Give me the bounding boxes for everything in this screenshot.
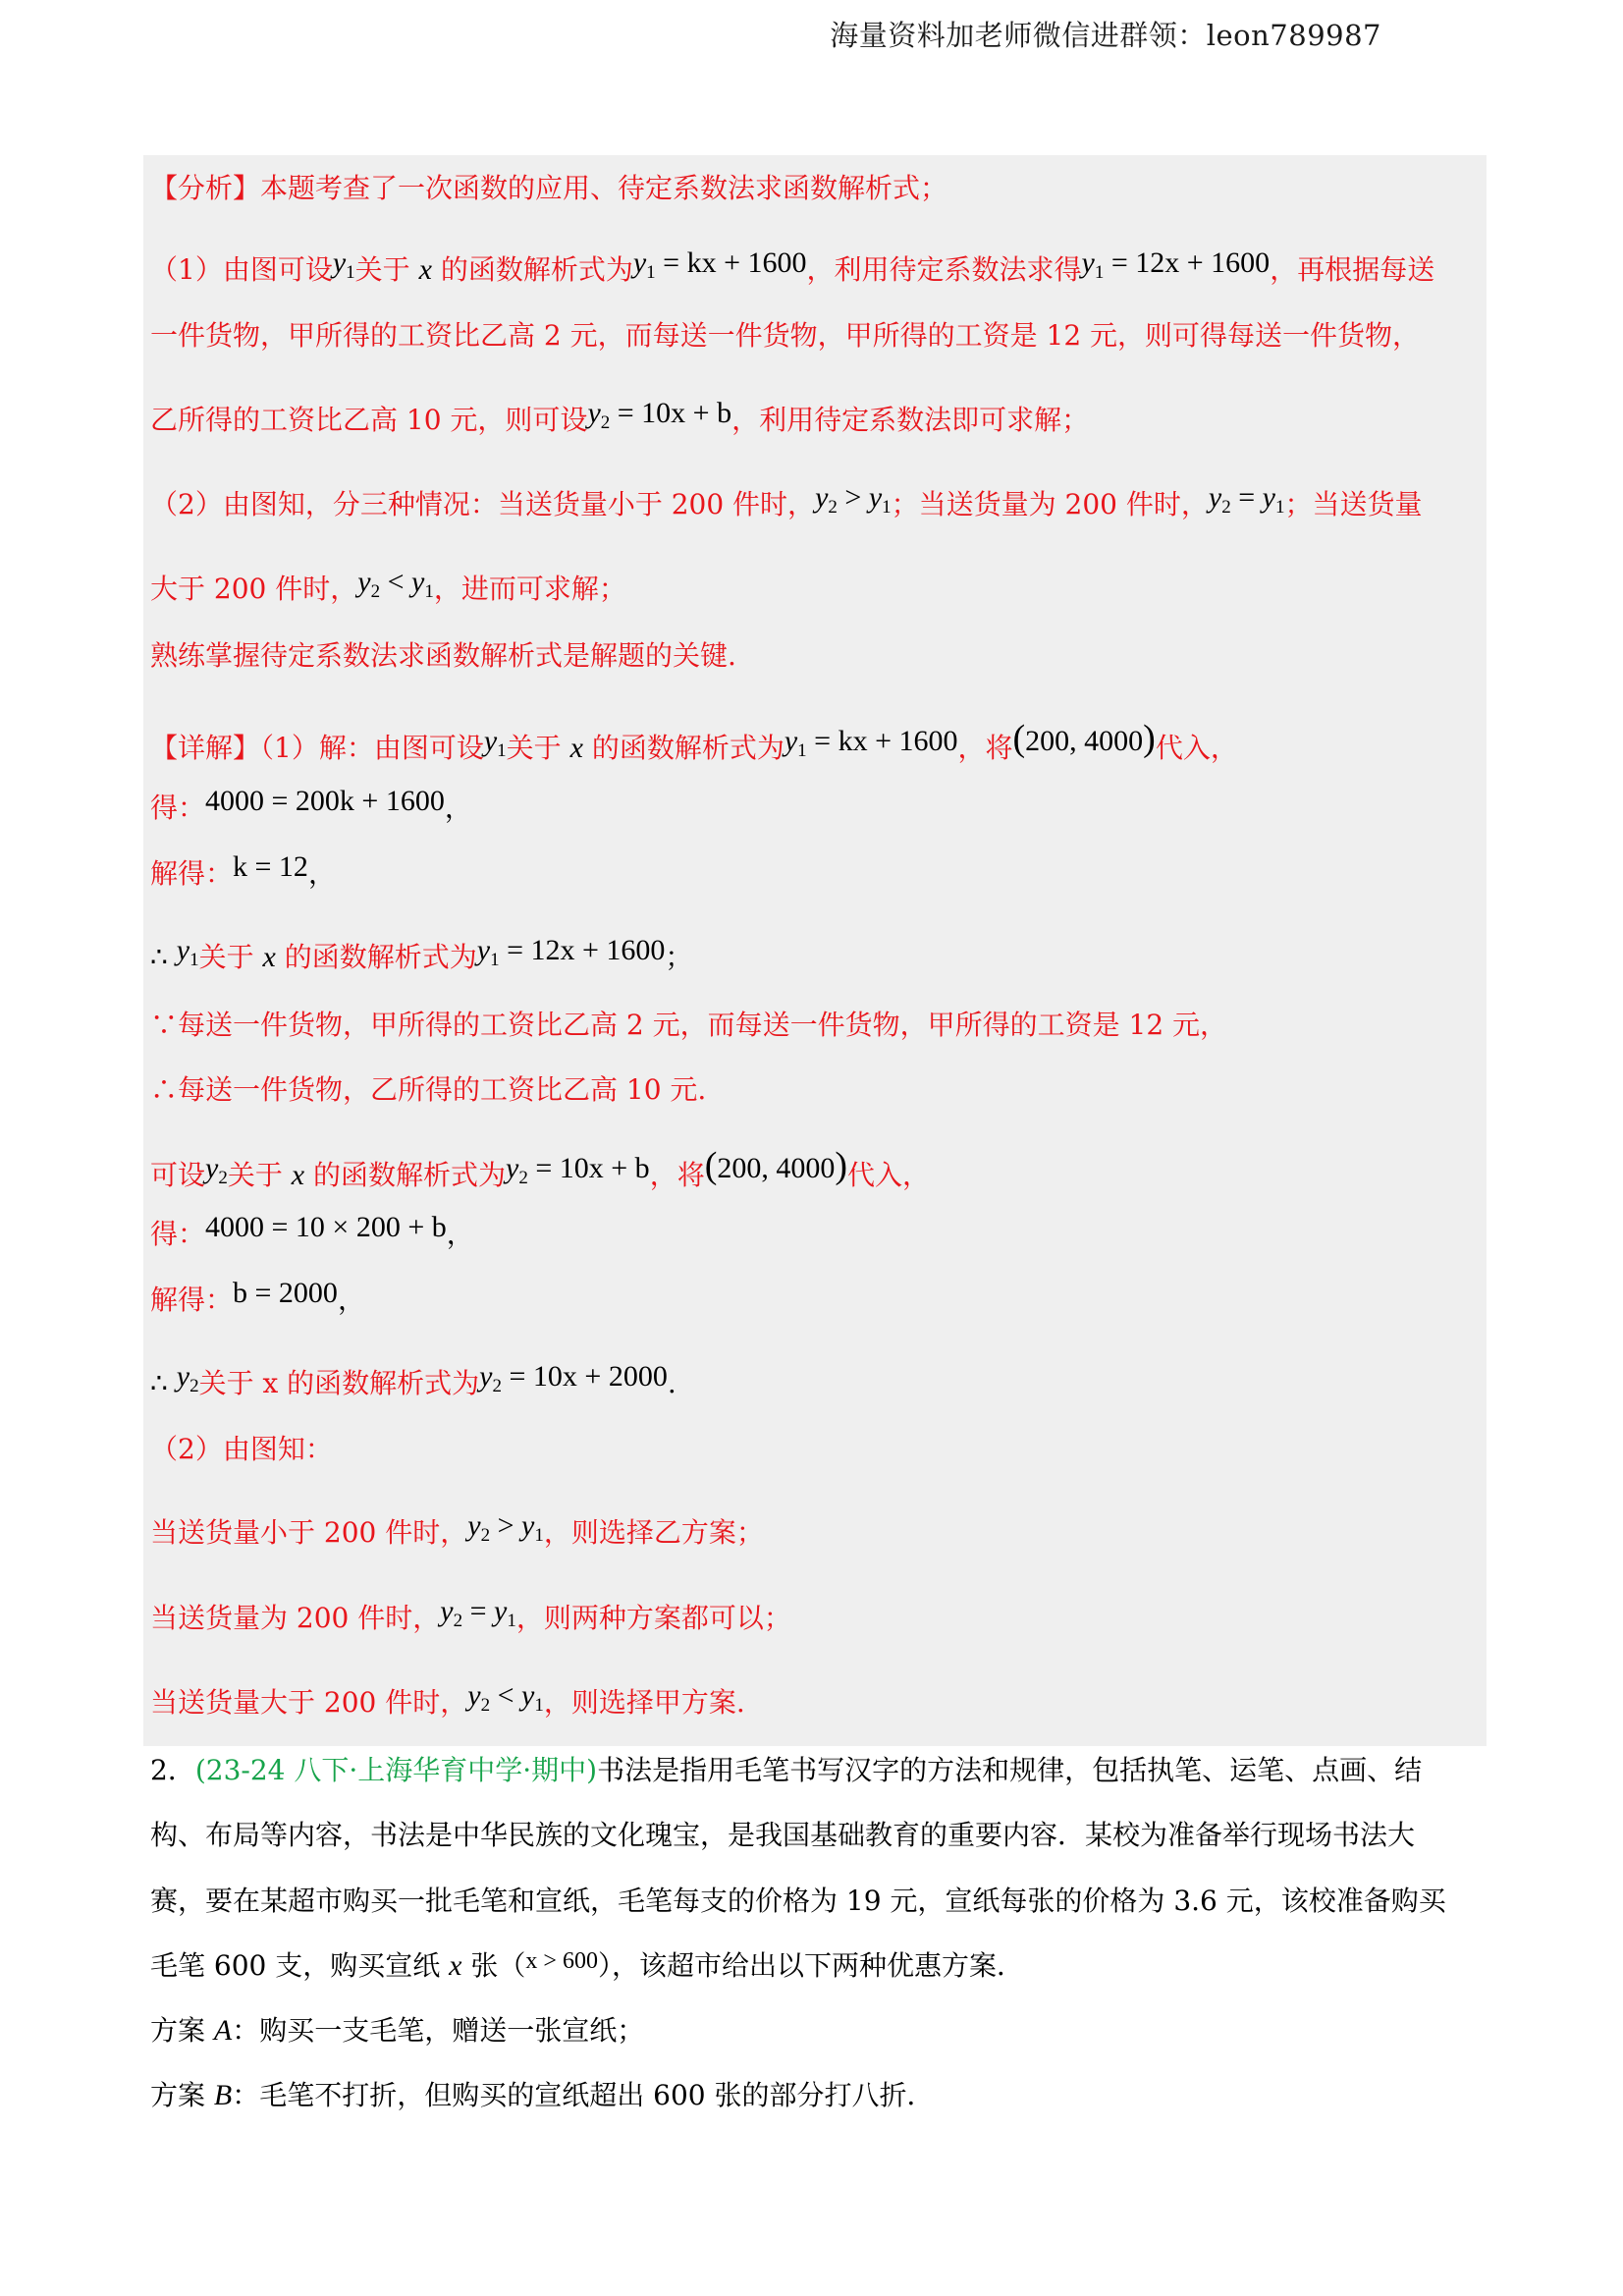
solution-line-11: （2）由图知：	[150, 1433, 333, 1465]
question2-line-5	[150, 2014, 644, 2048]
text: ：毛笔不打折，但购买的宣纸超出 600 张的部分打八折．	[232, 2079, 935, 2111]
math-y2-eq-y1: $y_2 = y_1$	[440, 1595, 516, 1631]
question2-line-2: 构、布局等内容，书法是中华民族的文化瑰宝，是我国基础教育的重要内容．某校为准备举行现场书法大	[150, 1819, 1416, 1851]
text: 【详解】（1）解：由图可设	[150, 732, 484, 764]
math-eq-y2-10x2000: $y_2 = 10x + 2000$	[479, 1360, 668, 1396]
math-y2-gt-y1: $y_2 > y_1$	[815, 481, 892, 518]
text: 的函数解析式为	[284, 941, 477, 973]
question2-line-4	[150, 1949, 1024, 1985]
text: 毛笔 600 支，购买宣纸	[150, 1949, 441, 1982]
text: 代入，	[847, 1159, 931, 1191]
text: 关于	[506, 732, 562, 764]
text: （2）由图知，分三种情况：当送货量小于 200 件时，	[150, 488, 816, 520]
math-y2: $y_2$	[205, 1152, 228, 1188]
text: ），该超市给出以下两种优惠方案．	[597, 1949, 1024, 1982]
text: ，利用待定系数法求得	[806, 253, 1082, 286]
text: 关于	[227, 1159, 283, 1191]
math-y2-gt-y1: $y_2 > y_1$	[467, 1509, 544, 1546]
solution-line-6: ∴每送一件货物，乙所得的工资比乙高 10 元.	[150, 1073, 707, 1106]
math-eq-y1-kx: $y_1$ = kx + 1600	[784, 725, 958, 761]
solution-line-4	[150, 934, 693, 984]
solution-line-2	[150, 785, 472, 825]
question-number: 2．	[150, 1754, 195, 1786]
question2-line-3: 赛，要在某超市购买一批毛笔和宣纸，毛笔每支的价格为 19 元，宣纸每张的价格为 3.6 元，该校准备购买	[150, 1885, 1446, 1917]
text: .	[667, 1367, 676, 1399]
analysis-line-7: 熟练掌握待定系数法求函数解析式是解题的关键.	[150, 639, 736, 672]
text: ，	[446, 1218, 474, 1250]
solution-line-3	[150, 850, 336, 891]
solution-line-8	[150, 1211, 474, 1251]
text: ，则选择甲方案.	[543, 1686, 745, 1719]
text: 的函数解析式为	[440, 253, 633, 286]
math-x: x	[418, 253, 432, 286]
text: 解得：	[150, 857, 234, 890]
solution-line-14	[150, 1679, 745, 1729]
solution-line-10	[150, 1360, 676, 1410]
math-eq-4000-200k: 4000 = 200k + 1600	[205, 785, 445, 817]
solution-line-12	[150, 1509, 764, 1559]
text: 方案	[150, 2014, 206, 2047]
solution-line-9	[150, 1277, 365, 1317]
text: ，则两种方案都可以；	[515, 1602, 791, 1634]
math-eq-y1-12x: $y_1 = 12x + 1600$	[476, 934, 666, 970]
text: 代入，	[1155, 732, 1238, 764]
text: ，进而可求解；	[433, 573, 626, 605]
analysis-line-4	[150, 397, 1090, 447]
analysis-line-6	[150, 566, 626, 616]
math-eq-k12: k = 12	[233, 850, 308, 883]
text: 得：	[150, 792, 206, 824]
math-point: (200, 4000)	[704, 1145, 848, 1186]
math-eq-y1-12x: $y_1 = 12x + 1600$	[1081, 246, 1271, 283]
question2-line-6	[150, 2079, 935, 2112]
analysis-line-2	[150, 246, 1435, 297]
math-eq-y1-kx: $y_1$ = kx + 1600	[632, 246, 807, 283]
text: 当送货量小于 200 件时，	[150, 1516, 468, 1549]
text: 解得：	[150, 1284, 234, 1316]
math-y2: $y_2$	[176, 1360, 199, 1396]
therefore-symbol: ∴	[150, 1367, 168, 1399]
math-x: x	[291, 1159, 305, 1191]
math-y1: $y_1$	[176, 934, 199, 970]
math-x-gt-600: x > 600	[525, 1948, 598, 1974]
math-eq-4000-10x200b: 4000 = 10 × 200 + b	[205, 1211, 447, 1243]
math-y2-lt-y1: $y_2 < y_1$	[357, 566, 434, 602]
text: 得：	[150, 1218, 206, 1250]
text: 书法是指用毛笔书写汉字的方法和规律，包括执笔、运笔、点画、结	[597, 1754, 1423, 1786]
math-A: A	[213, 2014, 233, 2047]
text: ，将	[649, 1159, 705, 1191]
text: 的函数解析式为	[591, 732, 784, 764]
text: ，再根据每送	[1270, 253, 1435, 286]
analysis-line-1: 【分析】本题考查了一次函数的应用、待定系数法求函数解析式；	[150, 172, 948, 204]
therefore-symbol: ∴	[150, 941, 168, 973]
text: ，利用待定系数法即可求解；	[731, 404, 1090, 436]
math-point: (200, 4000)	[1012, 718, 1156, 759]
text: ，	[337, 1284, 365, 1316]
text: ；	[665, 941, 693, 973]
solution-line-13	[150, 1595, 791, 1645]
text: ；当送货量	[1284, 488, 1423, 520]
text: 大于 200 件时，	[150, 573, 358, 605]
text: 当送货量为 200 件时，	[150, 1602, 441, 1634]
question-source: (23-24 八下·上海华育中学·期中)	[194, 1754, 598, 1786]
text: 关于 x 的函数解析式为	[198, 1367, 480, 1399]
text: 乙所得的工资比乙高 10 元，则可设	[150, 404, 588, 436]
text: 方案	[150, 2079, 206, 2111]
text: ，	[307, 857, 336, 890]
page-header-watermark: 海量资料加老师微信进群领：leon789987	[830, 19, 1381, 52]
text: ：购买一支毛笔，赠送一张宣纸；	[232, 2014, 645, 2047]
analysis-line-3: 一件货物，甲所得的工资比乙高 2 元，而每送一件货物，甲所得的工资是 12 元，则可得每送一件货物，	[150, 319, 1421, 352]
text: ，	[444, 792, 472, 824]
text: ，则选择乙方案；	[543, 1516, 764, 1549]
text: ，将	[957, 732, 1013, 764]
text: 当送货量大于 200 件时，	[150, 1686, 468, 1719]
text: 可设	[150, 1159, 206, 1191]
text: （1）由图可设	[150, 253, 333, 286]
math-x: x	[569, 732, 583, 764]
math-eq-y2-10xb: $y_2 = 10x + b$	[506, 1152, 650, 1188]
question2-line-1	[150, 1754, 1422, 1787]
text: 的函数解析式为	[313, 1159, 507, 1191]
text: 关于	[198, 941, 254, 973]
math-y2-eq-y1: $y_2 = y_1$	[1208, 481, 1285, 518]
math-eq-y2-10xb: $y_2 = 10x + b$	[587, 397, 732, 433]
math-eq-b2000: b = 2000	[233, 1277, 338, 1309]
solution-line-7	[150, 1145, 931, 1202]
math-y1: $y_1$	[483, 725, 507, 761]
text: ；当送货量为 200 件时，	[891, 488, 1209, 520]
solution-line-5: ∵每送一件货物，甲所得的工资比乙高 2 元，而每送一件货物，甲所得的工资是 12 元，	[150, 1009, 1228, 1041]
solution-line-1	[150, 718, 1238, 775]
math-y1: $y_1$	[332, 246, 355, 283]
math-B: B	[213, 2079, 233, 2111]
text: 关于	[354, 253, 410, 286]
math-x: x	[449, 1949, 462, 1982]
text: 张（	[470, 1949, 526, 1982]
math-y2-lt-y1: $y_2 < y_1$	[467, 1679, 544, 1716]
math-x: x	[262, 941, 276, 973]
analysis-line-5	[150, 481, 1423, 531]
